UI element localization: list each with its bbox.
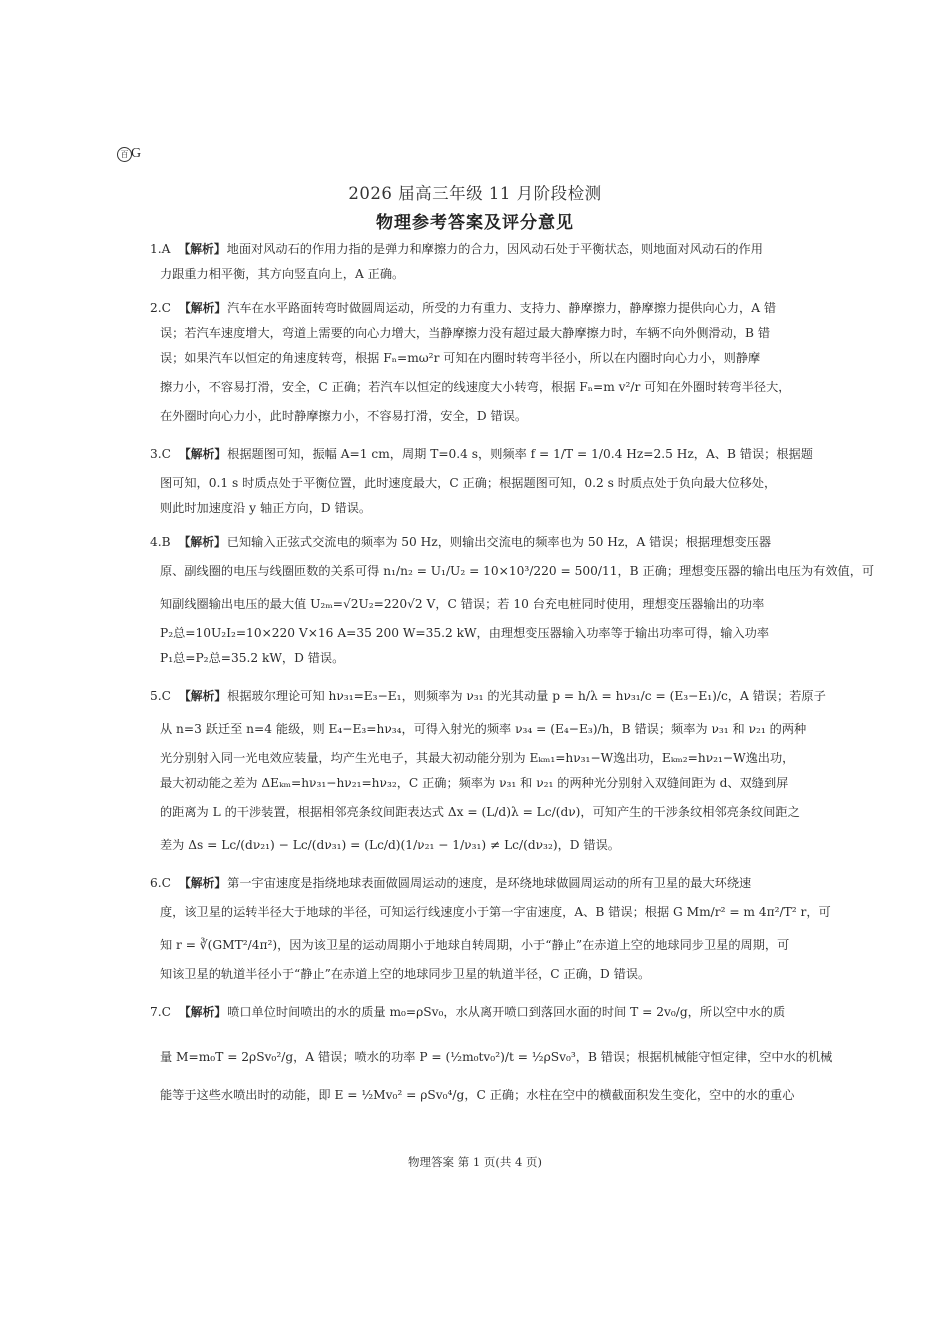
answer-text: 原、副线圈的电压与线圈匝数的关系可得 n₁/n₂ = U₁/U₂ = 10×10³/220 = 500/11，B 正确；理想变压器的输出电压为有效值，可 [160,564,875,578]
answer-text: 第一宇宙速度是指绕地球表面做圆周运动的速度，是环绕地球做圆周运动的所有卫星的最大环绕速 [227,876,752,890]
answer-text: 误；如果汽车以恒定的角速度转弯，根据 Fₙ=mω²r 可知在内圈时转弯半径小，所以在内圈时向心力小，则静摩 [160,351,761,365]
answer-text: 根据题图可知，振幅 A=1 cm，周期 T=0.4 s，则频率 f = 1/T = 1/0.4 Hz=2.5 Hz，A、B 错误；根据题 [227,447,813,461]
exam-title: 2026 届高三年级 11 月阶段检测 [348,184,602,203]
page-footer: 物理答案 第 1 页(共 4 页) [408,1155,542,1169]
answer-text: 度，该卫星的运转半径大于地球的半径，可知运行线速度小于第一宇宙速度，A、B 错误；根据 G Mm/r² = m 4π²/T² r，可 [160,905,831,919]
answer-number: 6.C [150,876,171,890]
document-subtitle: 物理参考答案及评分意见 [376,213,574,233]
answer-text: 能等于这些水喷出时的动能，即 E = ½Mv₀² = ρSv₀⁴/g，C 正确；水柱在空中的横截面积发生变化，空中的水的重心 [160,1088,795,1102]
answer-number: 1.A [150,242,171,256]
answer-text: 从 n=3 跃迁至 n=4 能级，则 E₄−E₃=hν₃₄，可得入射光的频率 ν₃₄ = (E₄−E₃)/h，B 错误；频率为 ν₃₁ 和 ν₂₁ 的两种 [160,722,807,736]
answer-item-4 [150,530,875,671]
answer-text: 地面对风动石的作用力指的是弹力和摩擦力的合力，因风动石处于平衡状态，则地面对风动石的作用 [226,242,763,256]
answer-text: 根据玻尔理论可知 hν₃₁=E₃−E₁，则频率为 ν₃₁ 的光其动量 p = h/λ = hν₃₁/c = (E₃−E₁)/c，A 错误；若原子 [227,689,826,703]
answer-number: 2.C [150,301,171,315]
answer-text: 最大初动能之差为 ΔEₖₘ=hν₃₁−hν₂₁=hν₃₂，C 正确；频率为 ν₃₁ 和 ν₂₁ 的两种光分别射入双缝间距为 d、双缝到屏 [160,776,789,790]
answer-text: 量 M=m₀T = 2ρSv₀²/g，A 错误；喷水的功率 P = (½m₀tv₀²)/t = ½ρSv₀³，B 错误；根据机械能守恒定律，空中水的机械 [160,1050,833,1064]
answer-text: 差为 Δs = Lc/(dν₂₁) − Lc/(dν₃₁) = (Lc/d)(1/ν₂₁ − 1/ν₃₁) ≠ Lc/(dν₃₂)，D 错误。 [160,838,620,852]
answer-text: P₂总=10U₂I₂=10×220 V×16 A=35 200 W=35.2 kW，由理想变压器输入功率等于输出功率可得，输入功率 [160,626,770,640]
answer-list [150,237,875,1121]
answer-text: 知该卫星的轨道半径小于“静止”在赤道上空的地球同步卫星的轨道半径，C 正确，D 错误。 [160,967,651,981]
answer-text: P₁总=P₂总=35.2 kW，D 错误。 [160,651,345,665]
answer-text: 则此时加速度沿 y 轴正方向，D 错误。 [160,501,372,515]
analysis-tag: 【解析】 [178,535,226,549]
answer-text: 光分别射入同一光电效应装量，均产生光电子，其最大初动能分别为 Eₖₘ₁=hν₃₁−W逸出功，Eₖₘ₂=hν₂₁−W逸出功， [160,751,795,765]
answer-item-3 [150,438,813,521]
answer-item-1 [150,237,802,287]
analysis-tag: 【解析】 [178,447,227,461]
answer-text: 喷口单位时间喷出的水的质量 m₀=ρSv₀，水从离开喷口到落回水面的时间 T = 2v₀/g，所以空中水的质 [227,1005,786,1019]
answer-text: 已知输入正弦式交流电的频率为 50 Hz，则输出交流电的频率也为 50 Hz，A 错误；根据理想变压器 [226,535,772,549]
answer-item-2 [150,296,802,429]
logo-circle-icon: 百 [117,147,132,162]
analysis-tag: 【解析】 [178,1005,227,1019]
answer-text: 擦力小，不容易打滑，安全，C 正确；若汽车以恒定的线速度大小转弯，根据 Fₙ=m v²/r 可知在外圈时转弯半径大， [160,380,791,394]
analysis-tag: 【解析】 [178,689,227,703]
logo-letter: G [131,146,142,161]
answer-text: 汽车在水平路面转弯时做圆周运动，所受的力有重力、支持力、静摩擦力，静摩擦力提供向心力，A 错 [227,301,777,315]
analysis-tag: 【解析】 [178,242,226,256]
answer-number: 3.C [150,447,171,461]
analysis-tag: 【解析】 [178,876,227,890]
answer-number: 5.C [150,689,171,703]
answer-item-5 [150,680,826,862]
answer-text: 图可知，0.1 s 时质点处于平衡位置，此时速度最大，C 正确；根据题图可知，0.2 s 时质点处于负向最大位移处， [160,476,777,490]
answer-text: 在外圈时向心力小，此时静摩擦力小，不容易打滑，安全，D 错误。 [160,409,528,423]
answer-text: 的距离为 L 的干涉装置，根据相邻亮条纹间距表达式 Δx = (L/d)λ = Lc/(dν)，可知产生的干涉条纹相邻亮条纹间距之 [160,805,800,819]
answer-text: 误；若汽车速度增大，弯道上需要的向心力增大，当静摩擦力没有超过最大静摩擦力时，车辆不向外侧滑动，B 错 [160,326,771,340]
answer-text: 知 r = ∛(GMT²/4π²)，因为该卫星的运动周期小于地球自转周期，小于“静止”在赤道上空的地球同步卫星的周期，可 [160,938,790,952]
publisher-logo [117,146,141,162]
answer-text: 知副线圈输出电压的最大值 U₂ₘ=√2U₂=220√2 V，C 错误；若 10 台充电桩同时使用，理想变压器输出的功率 [160,597,765,611]
analysis-tag: 【解析】 [178,301,227,315]
answer-text: 力跟重力相平衡，其方向竖直向上，A 正确。 [160,267,405,281]
answer-number: 7.C [150,1005,171,1019]
answer-number: 4.B [150,535,171,549]
answer-item-6 [150,871,831,987]
answer-item-7 [150,996,833,1112]
